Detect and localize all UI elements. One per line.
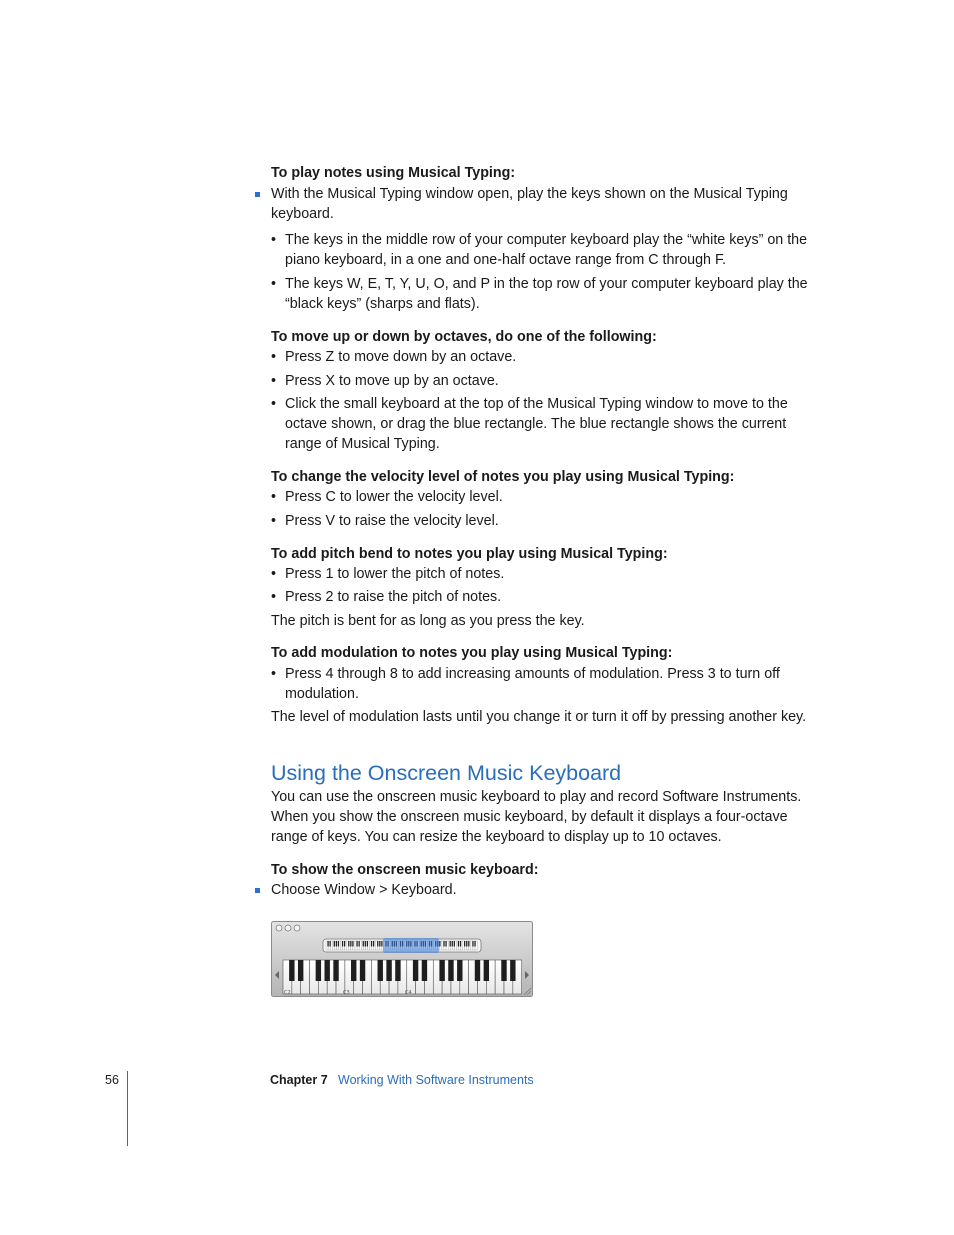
- black-key: [298, 960, 303, 981]
- black-key: [289, 960, 294, 981]
- heading-velocity: To change the velocity level of notes you play using Musical Typing:: [271, 469, 735, 485]
- black-key: [351, 960, 356, 981]
- black-key: [484, 960, 489, 981]
- black-key: [360, 960, 365, 981]
- black-key: [510, 960, 515, 981]
- mini-keyboard-overview: [323, 938, 481, 953]
- black-key: [422, 960, 427, 981]
- mini-black-key: [350, 941, 351, 947]
- pitch-note: The pitch is bent for as long as you press the key.: [271, 613, 585, 629]
- black-key: [325, 960, 330, 981]
- black-key: [333, 960, 338, 981]
- mini-black-key: [327, 941, 328, 947]
- step-text: Choose Window > Keyboard.: [271, 882, 457, 898]
- octave-range-rectangle: [383, 938, 439, 953]
- mini-black-key: [344, 941, 345, 947]
- heading-show-keyboard: To show the onscreen music keyboard:: [271, 862, 539, 878]
- mini-black-key: [377, 941, 378, 947]
- mini-black-key: [460, 941, 461, 947]
- mini-black-key: [466, 941, 467, 947]
- mini-black-key: [450, 941, 451, 947]
- chapter-title: Working With Software Instruments: [338, 1073, 534, 1087]
- mini-black-key: [336, 941, 337, 947]
- footer-divider: [127, 1071, 128, 1146]
- mini-black-key: [443, 941, 444, 947]
- black-key: [457, 960, 462, 981]
- list-item: • The keys W, E, T, Y, U, O, and P in the top row of your computer keyboard play the “black keys” (sharps and flats).: [271, 276, 808, 312]
- mini-black-key: [468, 941, 469, 947]
- list-item: • Press X to move up by an octave.: [271, 373, 499, 389]
- window-buttons: [276, 925, 300, 931]
- step-text: With the Musical Typing window open, play the keys shown on the Musical Typing keyboard.: [271, 186, 788, 222]
- mini-black-key: [454, 941, 455, 947]
- black-key: [395, 960, 400, 981]
- heading-modulation: To add modulation to notes you play using Musical Typing:: [271, 645, 673, 661]
- step-bullet-square: [255, 192, 260, 197]
- black-key: [378, 960, 383, 981]
- list-item: • Click the small keyboard at the top of the Musical Typing window to move to the octave shown, or drag the blue rectangle. The blue rectangle shows the current range of Musical Typing.: [271, 396, 788, 452]
- mini-black-key: [452, 941, 453, 947]
- mini-black-key: [445, 941, 446, 947]
- mini-black-key: [356, 941, 357, 947]
- mini-black-key: [472, 941, 473, 947]
- heading-octaves: To move up or down by octaves, do one of the following:: [271, 329, 657, 345]
- mini-black-key: [352, 941, 353, 947]
- svg-text:C3: C3: [343, 990, 350, 996]
- black-key: [439, 960, 444, 981]
- section-title: Using the Onscreen Music Keyboard: [271, 761, 622, 785]
- chapter-label: Chapter 7: [270, 1073, 328, 1087]
- page-number: 56: [105, 1073, 119, 1087]
- list-item: • Press C to lower the velocity level.: [271, 489, 503, 505]
- mini-black-key: [439, 941, 440, 947]
- mini-black-key: [329, 941, 330, 947]
- mini-black-key: [381, 941, 382, 947]
- list-item: • Press 1 to lower the pitch of notes.: [271, 566, 505, 582]
- mini-black-key: [334, 941, 335, 947]
- svg-text:C4: C4: [405, 990, 412, 996]
- mini-black-key: [474, 941, 475, 947]
- modulation-note: The level of modulation lasts until you change it or turn it off by pressing another key.: [271, 709, 807, 725]
- list-item: • Press 2 to raise the pitch of notes.: [271, 589, 502, 605]
- black-key: [316, 960, 321, 981]
- step-bullet-square: [255, 888, 260, 893]
- heading-pitch-bend: To add pitch bend to notes you play using Musical Typing:: [271, 546, 668, 562]
- mini-black-key: [367, 941, 368, 947]
- black-key: [448, 960, 453, 981]
- mini-black-key: [363, 941, 364, 947]
- mini-black-key: [358, 941, 359, 947]
- svg-text:C2: C2: [284, 990, 291, 996]
- black-key: [413, 960, 418, 981]
- mini-black-key: [373, 941, 374, 947]
- mini-black-key: [342, 941, 343, 947]
- list-item: • Press 4 through 8 to add increasing amounts of modulation. Press 3 to turn off modulation.: [271, 666, 780, 702]
- intro-paragraph: You can use the onscreen music keyboard to play and record Software Instruments. When you show the onscreen music keyboard, by default it displays a four-octave range of keys. You can resize the keyboard to display up to 10 octaves.: [271, 789, 802, 845]
- list-item: • Press V to raise the velocity level.: [271, 513, 499, 529]
- mini-black-key: [464, 941, 465, 947]
- black-key: [501, 960, 506, 981]
- mini-black-key: [338, 941, 339, 947]
- mini-black-key: [458, 941, 459, 947]
- black-key: [475, 960, 480, 981]
- list-item: • The keys in the middle row of your computer keyboard play the “white keys” on the piano keyboard, in a one and one-half octave range from C through F.: [271, 232, 808, 268]
- heading-play-notes: To play notes using Musical Typing:: [271, 165, 516, 181]
- mini-black-key: [348, 941, 349, 947]
- mini-black-key: [365, 941, 366, 947]
- black-key: [386, 960, 391, 981]
- piano-keys: [283, 960, 522, 994]
- keyboard-window-image: [271, 921, 533, 997]
- list-item: • Press Z to move down by an octave.: [271, 349, 517, 365]
- mini-black-key: [379, 941, 380, 947]
- mini-black-key: [371, 941, 372, 947]
